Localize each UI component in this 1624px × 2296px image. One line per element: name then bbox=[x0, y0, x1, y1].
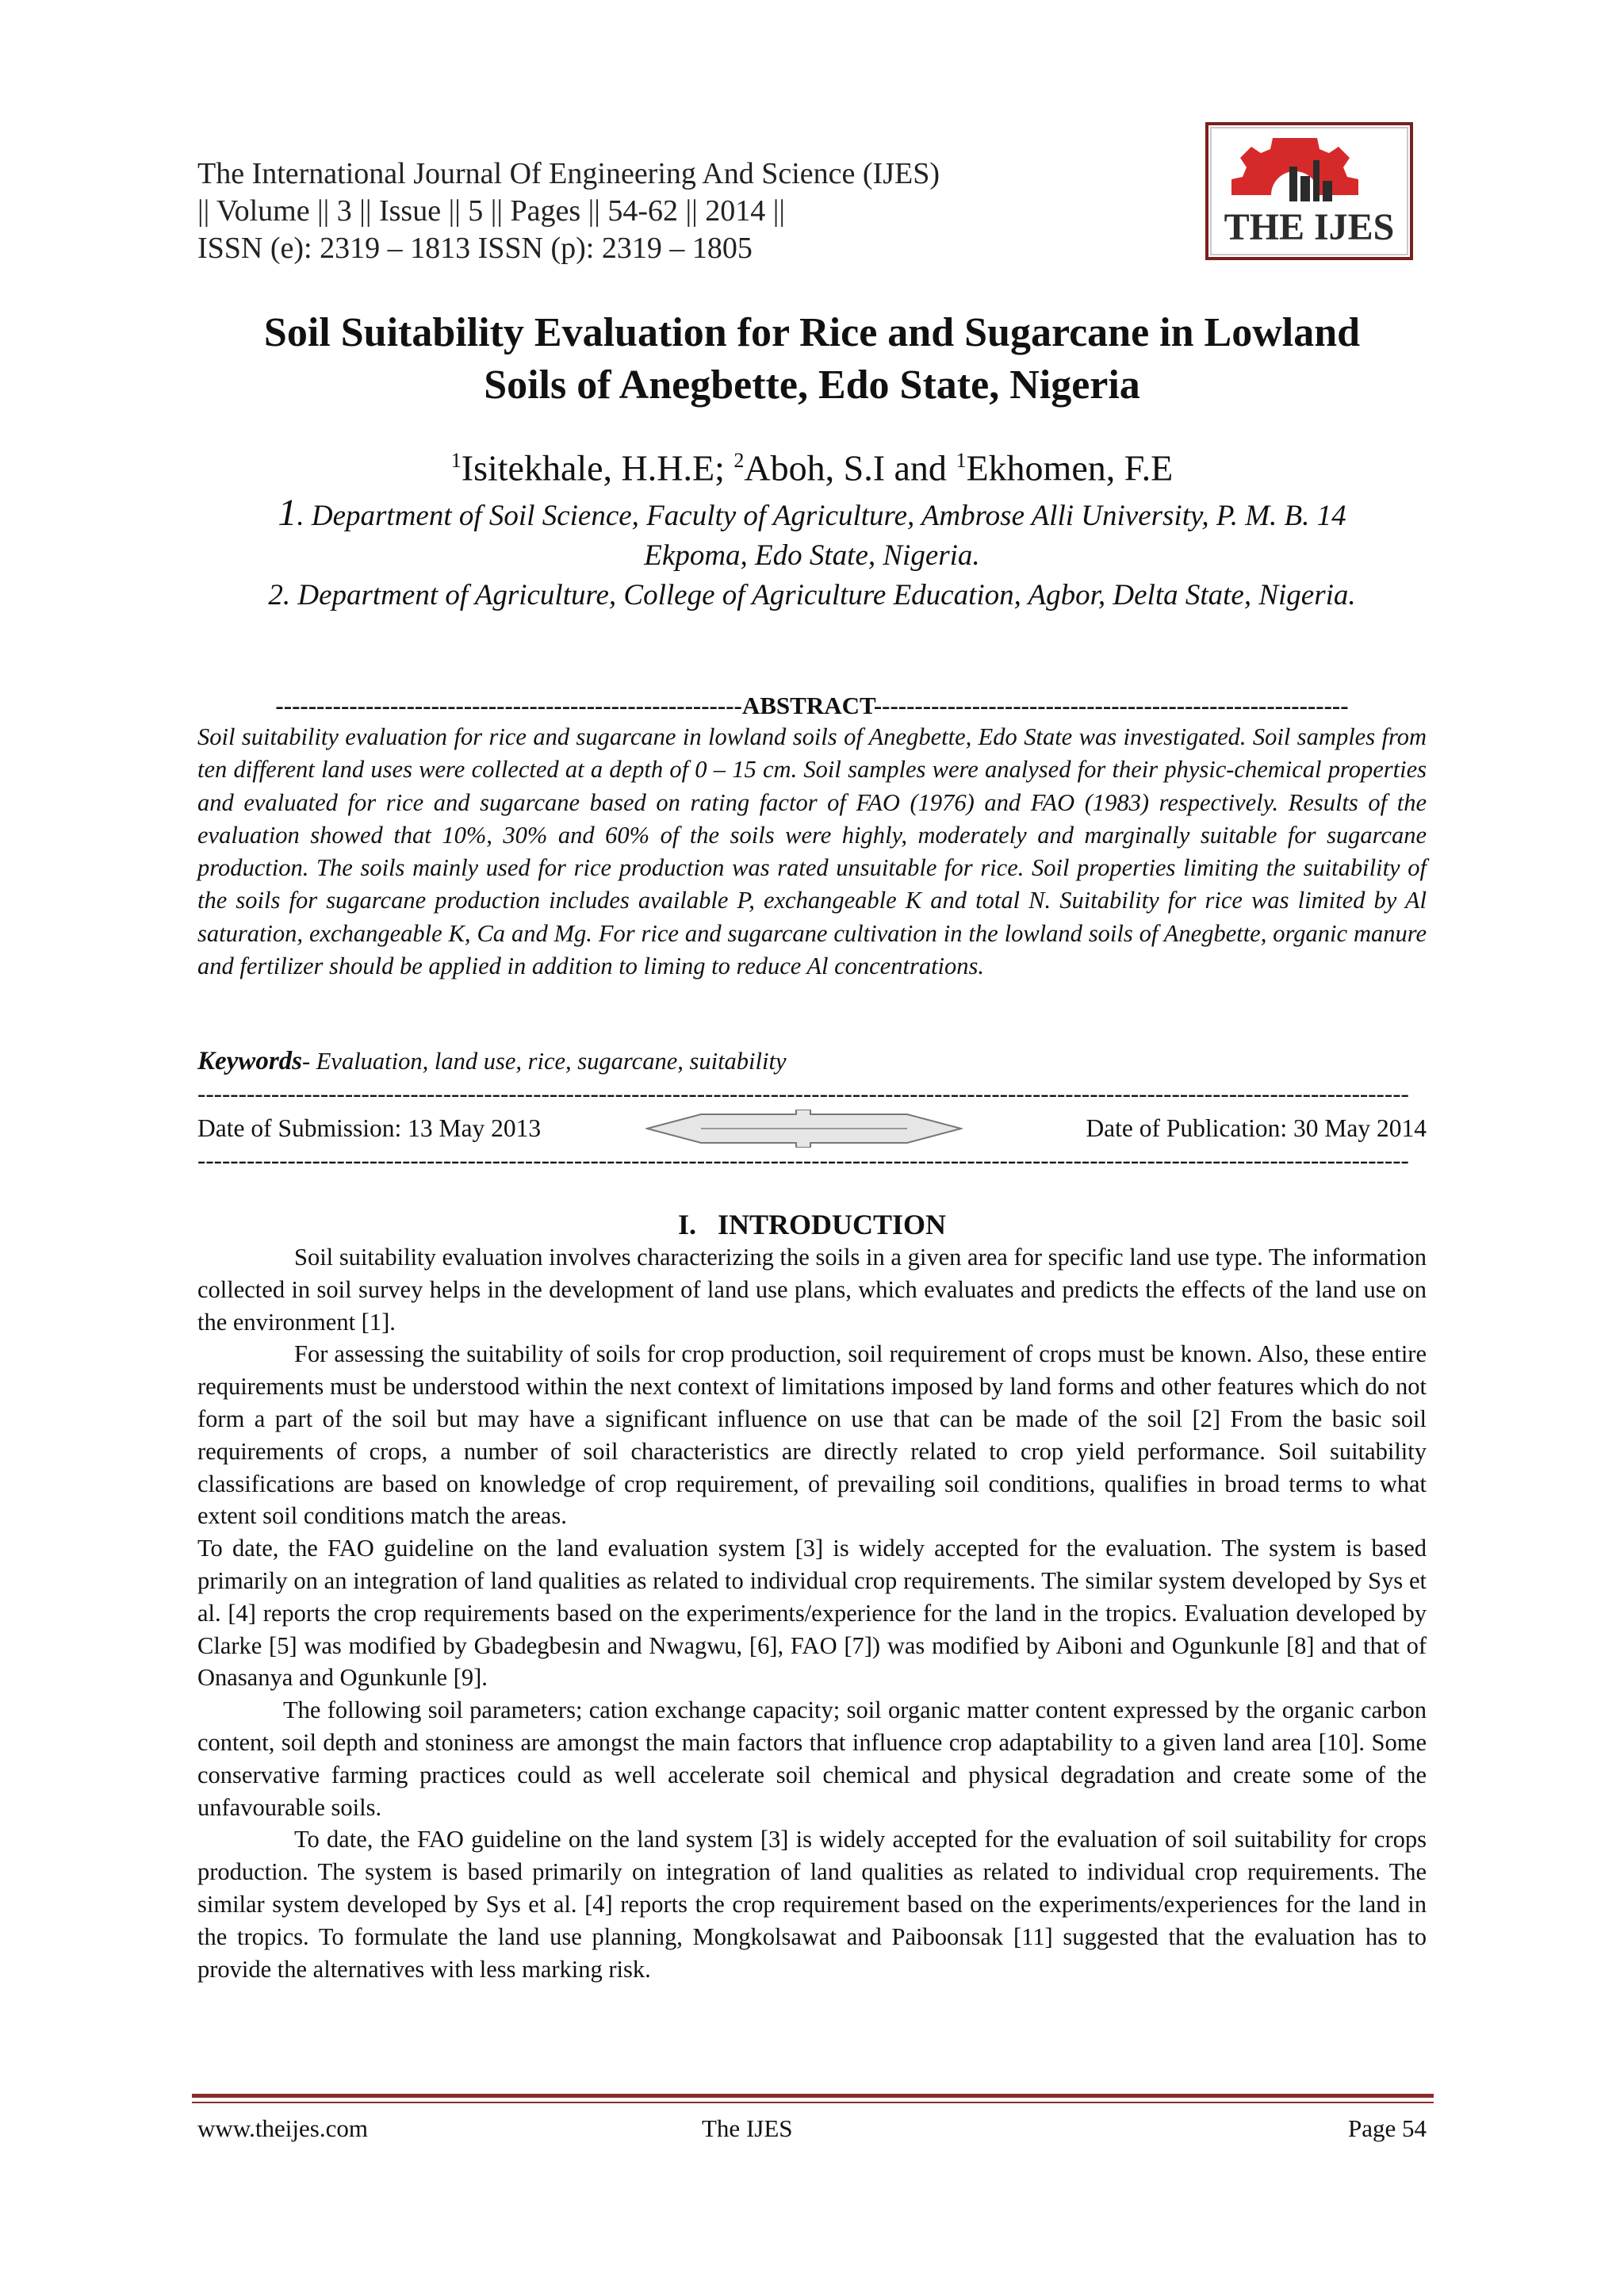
submission-date: Date of Submission: 13 May 2013 bbox=[197, 1114, 542, 1142]
intro-paragraph-5: To date, the FAO guideline on the land system [3] is widely accepted for the evaluation of soil suitability for crops production. The system is based primarily on integration of land qualities as related to individual crop requirements. The similar system developed by Sys et al. [4] reports the crop requirement based on the experiments/experiences for the land in the tropics. To formulate the land use planning, Mongkolsawat and Paiboonsak [11] suggested that the evaluation has to provide the alternatives with less marking risk. bbox=[197, 1826, 1427, 1983]
double-arrow-icon bbox=[645, 1110, 963, 1148]
footer-rule-thin bbox=[192, 2102, 1434, 2103]
title-line-1: Soil Suitability Evaluation for Rice and Sugarcane in Lowland bbox=[263, 310, 1361, 355]
journal-header bbox=[197, 155, 940, 267]
intro-paragraph-4: The following soil parameters; cation exchange capacity; soil organic matter content expressed by the organic carbon content, soil depth and stoniness are amongst the main factors that influence crop adaptability to a given land area [10]. Some conservative farming practices could as well accelerate soil chemical and physical degradation and create some of the unfavourable soils. bbox=[197, 1696, 1427, 1821]
footer-rule-thick bbox=[192, 2094, 1434, 2098]
intro-paragraph-2: For assessing the suitability of soils for crop production, soil requirement of crops must be known. Also, these entire requirements must be understood within the next context of limitations imposed by land forms and other features which do not form a part of the soil but may have a significant influence on use that can be made of the soil [2] From the basic soil requirements of crops, a number of soil characteristics are directly related to crop yield performance. Soil suitability classifications are based on knowledge of crop requirement, of prevailing soil conditions, qualifies in broad terms to what extent soil conditions match the areas. bbox=[197, 1340, 1427, 1530]
footer-page-number: Page 54 bbox=[1347, 2114, 1427, 2142]
separator-bottom: ---------------------------------------------------------------------------------------------------------------------------------------------------- bbox=[197, 1148, 1409, 1172]
author3-affil-mark: 1 bbox=[956, 449, 967, 472]
affiliations bbox=[197, 493, 1427, 615]
author2: Aboh, S.I and bbox=[744, 447, 956, 489]
section-number: I. bbox=[677, 1209, 696, 1240]
journal-name: The International Journal Of Engineering And Science (IJES) bbox=[197, 157, 940, 190]
ijes-logo bbox=[1204, 121, 1415, 262]
author1-affil-mark: 1 bbox=[450, 449, 462, 472]
section-title: INTRODUCTION bbox=[717, 1209, 947, 1240]
paper-title bbox=[159, 307, 1465, 412]
author1: Isitekhale, H.H.E; bbox=[461, 447, 734, 489]
journal-volume-info: || Volume || 3 || Issue || 5 || Pages || 54-62 || 2014 || bbox=[197, 194, 785, 228]
section-heading bbox=[197, 1207, 1427, 1242]
affiliation-1 bbox=[197, 493, 1427, 536]
affiliation-1-number: 1 bbox=[278, 492, 297, 534]
dates-row bbox=[197, 1110, 1427, 1148]
author-list bbox=[159, 439, 1465, 490]
separator-top: ---------------------------------------------------------------------------------------------------------------------------------------------------- bbox=[197, 1082, 1409, 1106]
intro-paragraph-1: Soil suitability evaluation involves characterizing the soils in a given area for specific land use type. The information collected in soil survey helps in the development of land use plans, which evaluates and predicts the effects of the land use on the environment [1]. bbox=[197, 1244, 1427, 1336]
intro-paragraph-3: To date, the FAO guideline on the land evaluation system [3] is widely accepted for the evaluation. The system is based primarily on an integration of land qualities as related to individual crop requirements. The similar system developed by Sys et al. [4] reports the crop requirements based on the experiments/experience for the land in the tropics. Evaluation developed by Clarke [5] was modified by Gbadegbesin and Nwagwu, [6], FAO [7]) was modified by Aiboni and Ogunkunle [8] and that of Onasanya and Ogunkunle [9]. bbox=[197, 1535, 1427, 1692]
introduction-body bbox=[197, 1241, 1427, 1985]
footer-journal: The IJES bbox=[702, 2114, 793, 2142]
affiliation-2: 2. Department of Agriculture, College of Agriculture Education, Agbor, Delta State, Nigeria. bbox=[268, 579, 1356, 611]
author3: Ekhomen, F.E bbox=[966, 447, 1174, 489]
keywords-text: - Evaluation, land use, rice, sugarcane, suitability bbox=[302, 1048, 787, 1075]
abstract-text: Soil suitability evaluation for rice and sugarcane in lowland soils of Anegbette, Edo State was investigated. Soil samples from ten different land uses were collected at a depth of 0 – 15 cm. Soil samples were analysed for their physic-chemical properties and evaluated for rice and sugarcane based on rating factor of FAO (1976) and FAO (1983) respectively. Results of the evaluation showed that 10%, 30% and 60% of the soils were highly, moderately and marginally suitable for sugarcane production. The soils mainly used for rice production was rated unsuitable for rice. Soil properties limiting the suitability of the soils for sugarcane production includes available P, exchangeable K and total N. Suitability for rice was limited by Al saturation, exchangeable K, Ca and Mg. For rice and sugarcane cultivation in the lowland soils of Anegbette, organic manure and fertilizer should be applied in addition to liming to reduce Al concentrations. bbox=[197, 723, 1427, 980]
publication-date: Date of Publication: 30 May 2014 bbox=[1086, 1114, 1427, 1142]
author2-affil-mark: 2 bbox=[733, 449, 745, 472]
keywords bbox=[197, 1045, 1427, 1077]
affiliation-1-text: . Department of Soil Science, Faculty of Agriculture, Ambrose Alli University, P. M. B. 14 bbox=[297, 500, 1346, 532]
footer-website: www.theijes.com bbox=[197, 2114, 368, 2142]
affiliation-1-cont: Ekpoma, Edo State, Nigeria. bbox=[644, 539, 980, 572]
title-line-2: Soils of Anegbette, Edo State, Nigeria bbox=[484, 362, 1140, 408]
journal-issn: ISSN (e): 2319 – 1813 ISSN (p): 2319 – 1805 bbox=[197, 232, 753, 265]
page-footer bbox=[197, 2111, 1427, 2146]
abstract-heading: ---------------------------------------------------------ABSTRACT---------------------------------------------------------- bbox=[275, 692, 1349, 719]
keywords-label: Keywords bbox=[197, 1047, 302, 1075]
logo-text: THE IJES bbox=[1224, 206, 1395, 248]
